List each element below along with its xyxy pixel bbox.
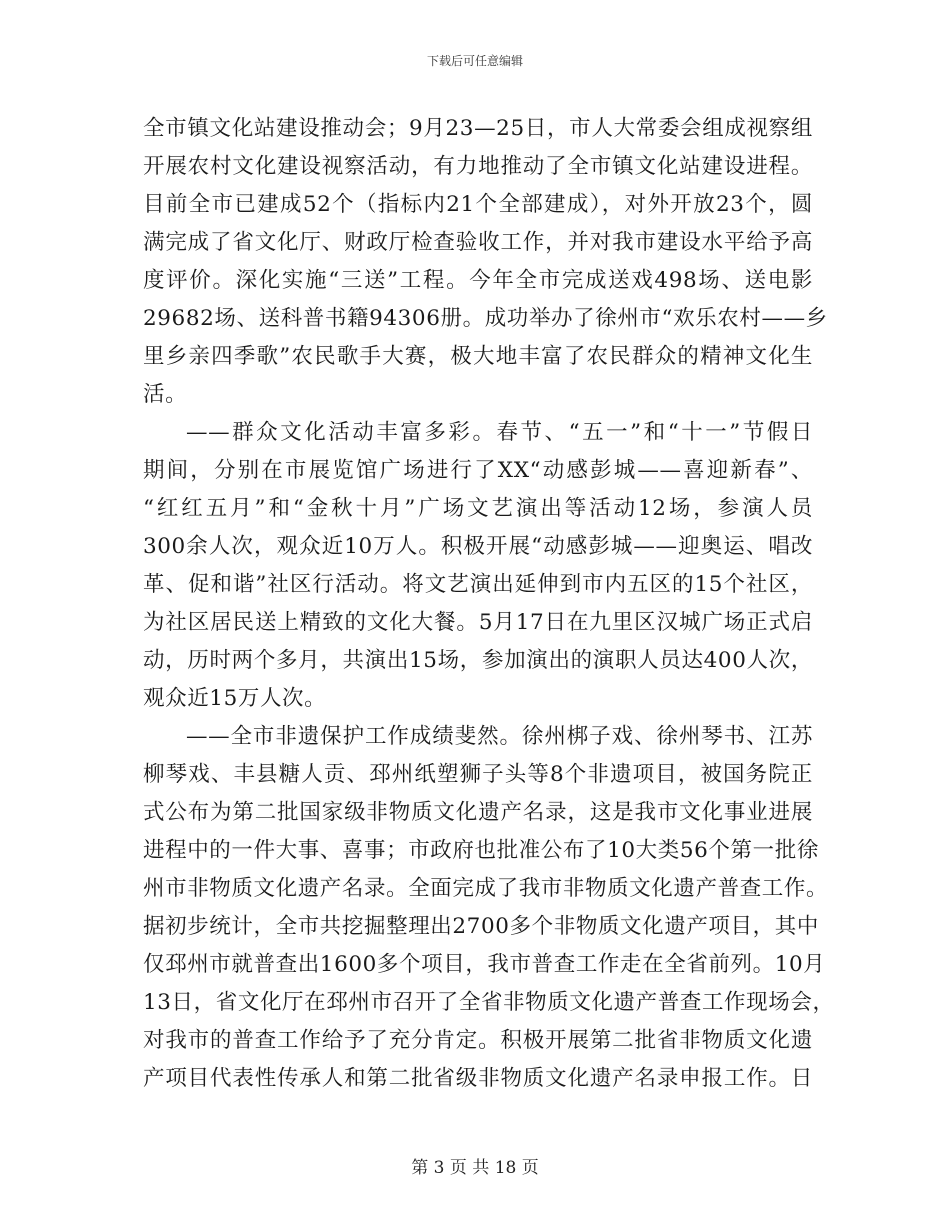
text-line: 全市镇文化站建设推动会；9月23—25日，市人大常委会组成视察组 (143, 116, 813, 141)
text-line: 产项目代表性传承人和第二批省级非物质文化遗产名录申报工作。日 (143, 1066, 813, 1091)
text-line: 开展农村文化建设视察活动，有力地推动了全市镇文化站建设进程。 (143, 154, 813, 179)
text-line: 满完成了省文化厅、财政厅检查验收工作，并对我市建设水平给予高 (143, 230, 813, 255)
page-header: 下载后可任意编辑 (426, 54, 523, 68)
text-line: 对我市的普查工作给予了充分肯定。积极开展第二批省非物质文化遗 (143, 1028, 813, 1053)
text-line: 式公布为第二批国家级非物质文化遗产名录，这是我市文化事业进展 (143, 800, 813, 825)
text-line: 为社区居民送上精致的文化大餐。5月17日在九里区汉城广场正式启 (143, 610, 813, 635)
paragraph (143, 414, 813, 718)
text-line: 据初步统计，全市共挖掘整理出2700多个非物质文化遗产项目，其中 (143, 914, 819, 939)
text-line: 进程中的一件大事、喜事；市政府也批准公布了10大类56个第一批徐 (143, 838, 819, 863)
text-line: 300余人次，观众近10万人。积极开展“动感彭城——迎奥运、唱改 (143, 534, 813, 559)
text-line: 柳琴戏、丰县糖人贡、邳州纸塑狮子头等8个非遗项目，被国务院正 (143, 762, 813, 787)
text-line: ——全市非遗保护工作成绩斐然。徐州梆子戏、徐州琴书、江苏 (186, 724, 813, 749)
text-line: 期间，分别在市展览馆广场进行了XX“动感彭城——喜迎新春”、 (143, 458, 813, 483)
text-line: 13日，省文化厅在邳州市召开了全省非物质文化遗产普查工作现场会， (143, 990, 835, 1015)
text-line: 动，历时两个多月，共演出15场，参加演出的演职人员达400人次， (143, 648, 813, 673)
text-line: 度评价。深化实施“三送”工程。今年全市完成送戏498场、送电影 (143, 268, 813, 293)
body-text (143, 110, 835, 1098)
paragraph (143, 110, 828, 414)
text-line: ——群众文化活动丰富多彩。春节、“五一”和“十一”节假日 (186, 420, 813, 445)
text-line: “红红五月”和“金秋十月”广场文艺演出等活动12场，参演人员 (143, 496, 813, 521)
text-line: 目前全市已建成52个（指标内21个全部建成），对外开放23个，圆 (143, 192, 813, 217)
text-line: 观众近15万人次。 (143, 686, 327, 711)
text-line: 29682场、送科普书籍94306册。成功举办了徐州市“欢乐农村——乡 (143, 306, 828, 331)
text-line: 里乡亲四季歌”农民歌手大赛，极大地丰富了农民群众的精神文化生 (143, 344, 813, 369)
page-footer: 第 3 页 共 18 页 (411, 1158, 539, 1178)
text-line: 活。 (143, 382, 188, 407)
text-line: 州市非物质文化遗产名录。全面完成了我市非物质文化遗产普查工作。 (143, 876, 829, 901)
paragraph (143, 718, 835, 1098)
text-line: 仅邳州市就普查出1600多个项目，我市普查工作走在全省前列。10月 (143, 952, 826, 977)
text-line: 革、促和谐”社区行活动。将文艺演出延伸到市内五区的15个社区， (143, 572, 813, 597)
